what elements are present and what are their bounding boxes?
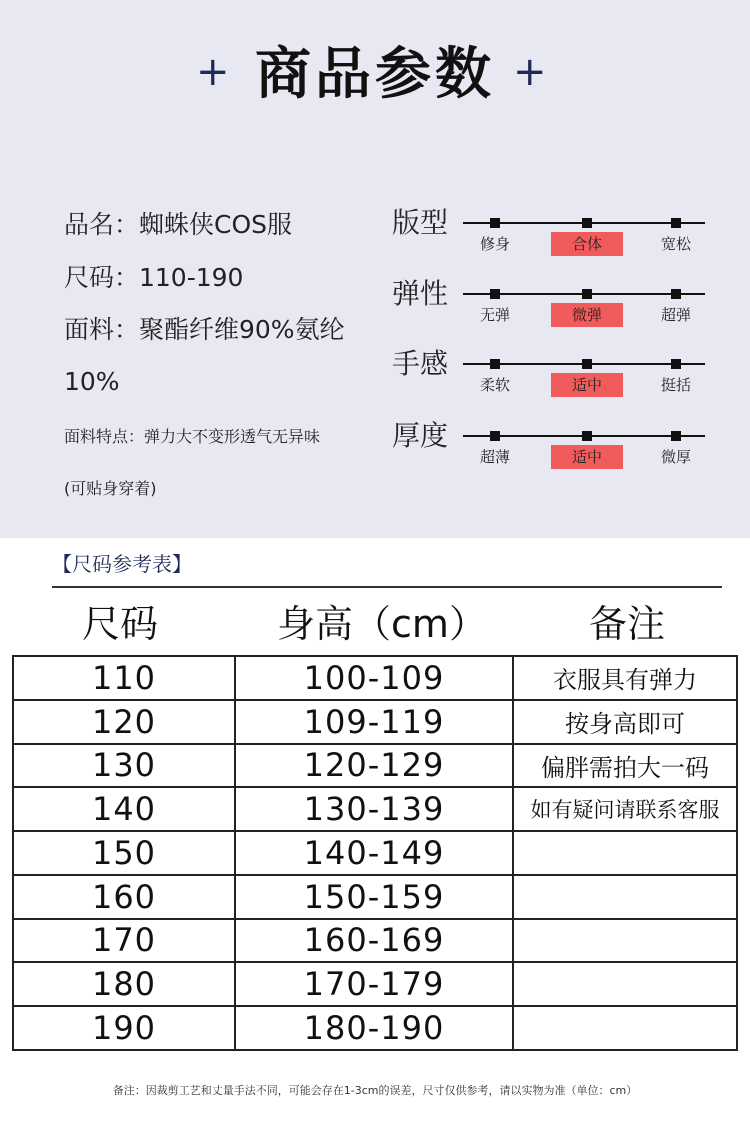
product-fabric: 面料：聚酯纤维90%氨纶 [64,315,345,344]
product-name: 品名：蜘蛛侠COS服 [64,210,293,239]
height-cell: 100-109 [235,656,513,700]
height-cell: 170-179 [235,962,513,1006]
param-label: 手感 [392,347,449,380]
param-scale-marker [582,289,592,299]
size-chart-title: 【尺码参考表】 [52,552,192,576]
height-cell: 160-169 [235,919,513,963]
param-scale-marker [582,218,592,228]
param-label: 厚度 [392,419,449,452]
note-cell: 偏胖需拍大一码 [513,744,737,788]
param-label: 弹性 [392,277,449,310]
note-cell: 衣服具有弹力 [513,656,737,700]
param-option-selected: 合体 [551,232,623,256]
size-cell: 150 [13,831,235,875]
param-scale-marker [582,359,592,369]
plus-icon-left: + [196,49,230,95]
product-params-panel [0,0,750,538]
product-size-range: 尺码：110-190 [64,263,244,292]
param-option: 超薄 [479,448,510,466]
table-row [13,656,737,700]
table-row [13,787,737,831]
param-scale-marker [671,359,681,369]
product-fabric-continued: 10% [64,367,120,396]
param-option-selected: 适中 [551,445,623,469]
table-row [13,919,737,963]
param-scale-marker [671,431,681,441]
note-cell [513,962,737,1006]
param-option: 宽松 [660,235,691,253]
size-cell: 110 [13,656,235,700]
table-row [13,744,737,788]
plus-icon-right: + [513,49,547,95]
footnote: 备注：因裁剪工艺和丈量手法不同，可能会存在1-3cm的误差，尺寸仅供参考，请以实物为准（单位：cm） [112,1084,638,1097]
size-cell: 140 [13,787,235,831]
height-cell: 109-119 [235,700,513,744]
height-cell: 120-129 [235,744,513,788]
param-option-selected: 适中 [551,373,623,397]
note-cell: 如有疑问请联系客服 [513,787,737,831]
param-option: 微厚 [660,448,691,466]
param-scale-marker [490,431,500,441]
table-row [13,1006,737,1050]
size-cell: 160 [13,875,235,919]
height-cell: 140-149 [235,831,513,875]
param-scale-marker [582,431,592,441]
param-label: 版型 [392,206,449,239]
size-chart-table [12,655,738,1051]
param-option: 超弹 [660,306,691,324]
param-scale-marker [490,289,500,299]
height-cell: 180-190 [235,1006,513,1050]
table-row [13,962,737,1006]
size-chart-divider [52,586,722,588]
note-cell [513,919,737,963]
table-row [13,831,737,875]
size-cell: 120 [13,700,235,744]
param-option: 无弹 [479,306,510,324]
note-cell [513,875,737,919]
size-cell: 130 [13,744,235,788]
note-cell [513,831,737,875]
table-row [13,875,737,919]
table-row [13,700,737,744]
param-option: 修身 [479,235,510,253]
param-option-selected: 微弹 [551,303,623,327]
size-cell: 170 [13,919,235,963]
height-cell: 130-139 [235,787,513,831]
param-scale-marker [671,289,681,299]
fabric-features: 面料特点：弹力大不变形透气无异味 [64,427,321,446]
param-option: 挺括 [660,376,691,394]
size-cell: 180 [13,962,235,1006]
param-option: 柔软 [479,376,510,394]
fabric-features-note: (可贴身穿着) [64,479,157,498]
note-cell [513,1006,737,1050]
column-header-size: 尺码 [81,602,158,646]
note-cell: 按身高即可 [513,700,737,744]
column-header-height: 身高（cm） [277,602,487,646]
column-header-note: 备注 [588,602,665,646]
height-cell: 150-159 [235,875,513,919]
param-scale-marker [671,218,681,228]
page-title: 商品参数 [255,42,495,107]
param-scale-marker [490,359,500,369]
param-scale-marker [490,218,500,228]
size-cell: 190 [13,1006,235,1050]
